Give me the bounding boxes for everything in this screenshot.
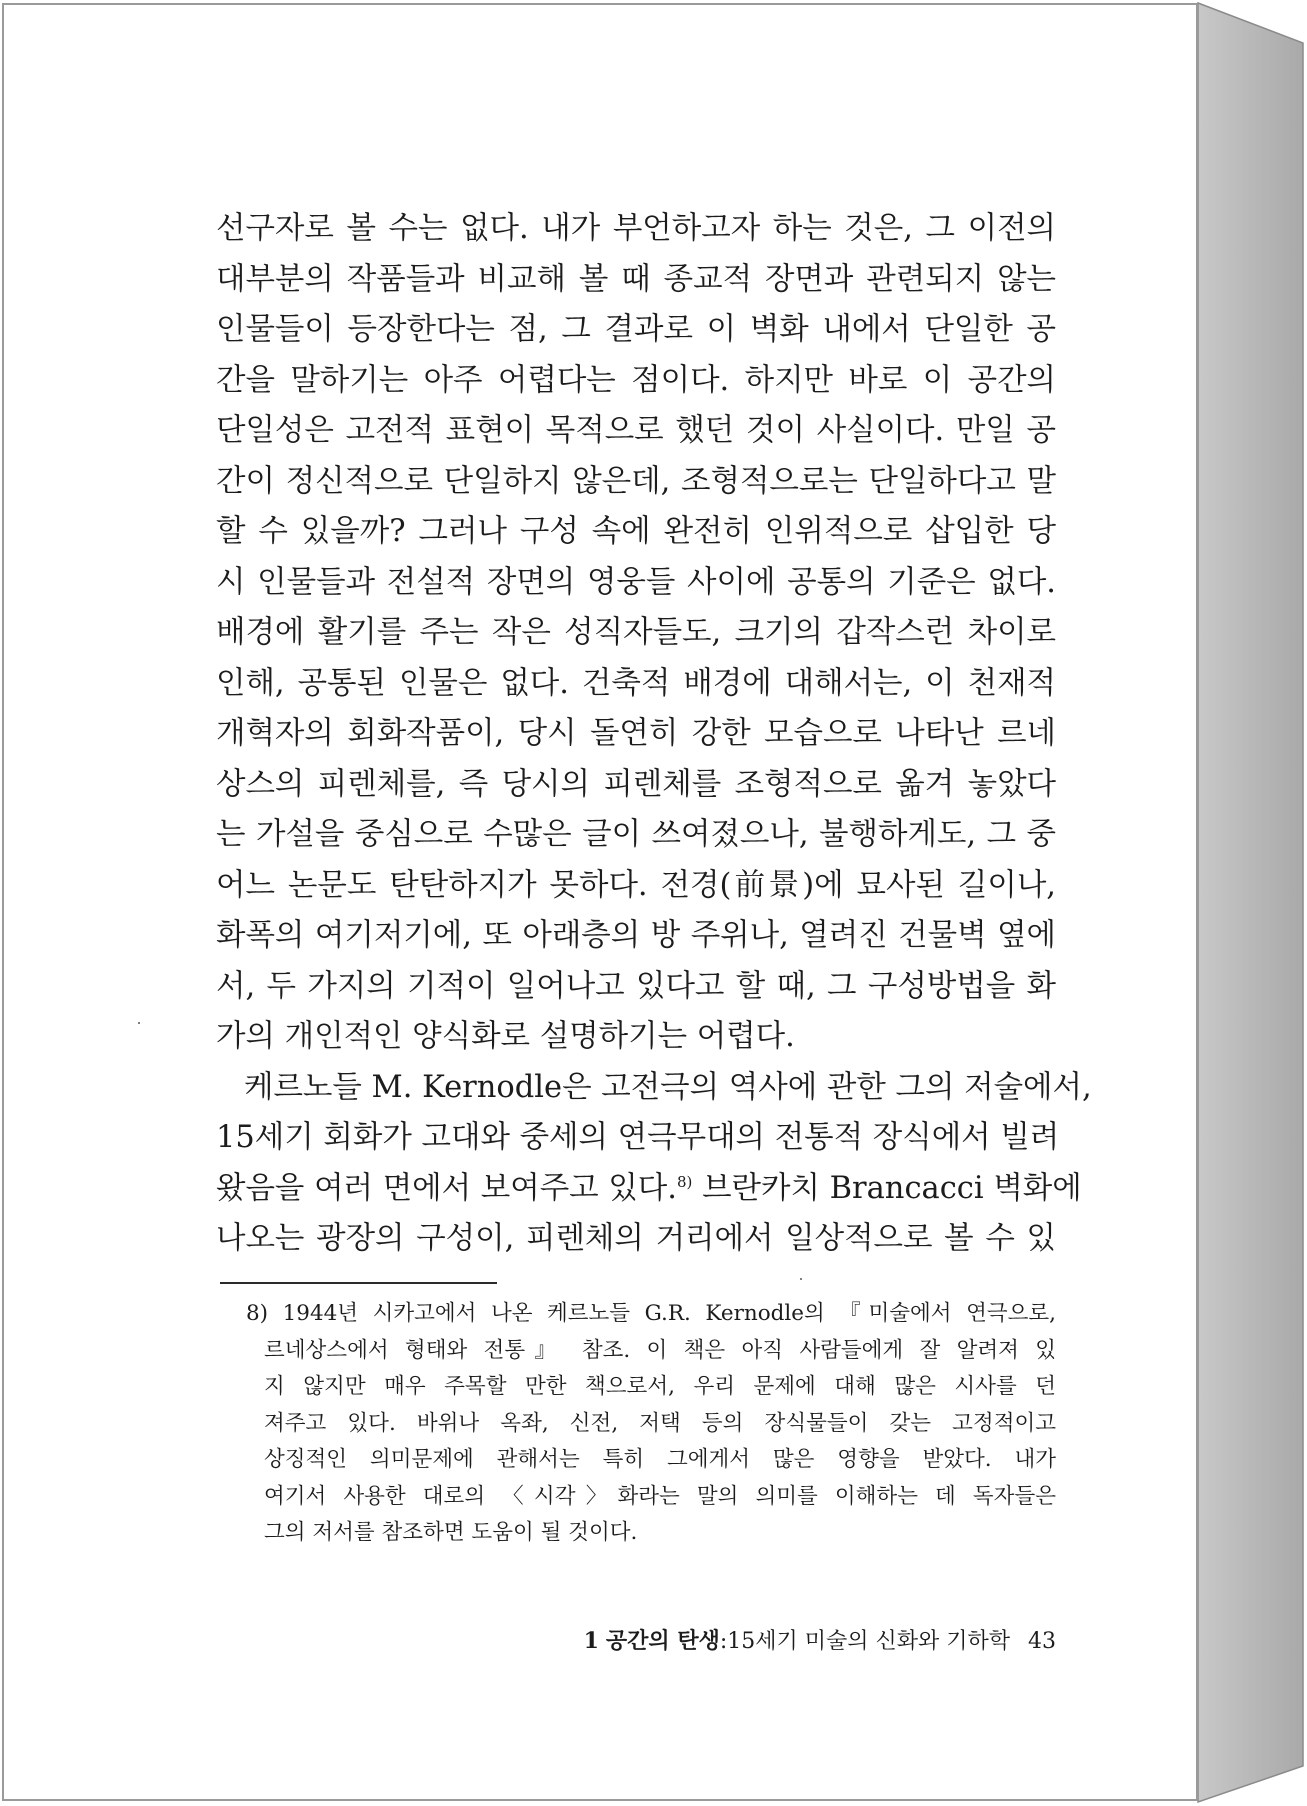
footnote-line: 상징적인 의미문제에 관해서는 특히 그에게서 많은 영향을 받았다. 내가 bbox=[264, 1447, 1056, 1472]
body-line: 대부분의 작품들과 비교해 볼 때 종교적 장면과 관련되지 않는 bbox=[216, 261, 1056, 297]
body-line: 할 수 있을까? 그러나 구성 속에 완전히 인위적으로 삽입한 당 bbox=[216, 514, 1056, 549]
body-line: 인물들이 등장한다는 점, 그 결과로 이 벽화 내에서 단일한 공 bbox=[216, 312, 1056, 347]
body-line-with-footnote-ref bbox=[216, 1164, 1082, 1215]
body-line: 간이 정신적으로 단일하지 않은데, 조형적으로는 단일하다고 말 bbox=[216, 463, 1056, 499]
body-line: 배경에 활기를 주는 작은 성직자들도, 크기의 갑작스런 차이로 bbox=[216, 615, 1056, 650]
body-line: 선구자로 볼 수는 없다. 내가 부언하고자 하는 것은, 그 이전의 bbox=[216, 211, 1056, 246]
footer-separator: : bbox=[719, 1629, 728, 1654]
footnote-line: 그의 저서를 참조하면 도움이 될 것이다. bbox=[264, 1520, 638, 1545]
footnote-line: 지 않지만 매우 주목할 만한 책으로서, 우리 문제에 대해 많은 시사를 던 bbox=[264, 1374, 1056, 1399]
body-line: 15세기 회화가 고대와 중세의 연극무대의 전통적 장식에서 빌려 bbox=[216, 1120, 1060, 1155]
body-text bbox=[216, 204, 1092, 1265]
body-line: 어느 논문도 탄탄하지가 못하다. 전경(前景)에 묘사된 길이나, bbox=[216, 867, 1056, 903]
chapter-number: 1 bbox=[583, 1628, 599, 1654]
running-footer bbox=[500, 1624, 1056, 1655]
body-line: 개혁자의 회화작품이, 당시 돌연히 강한 모습으로 나타난 르네 bbox=[216, 716, 1056, 751]
body-line-segment: 브란카치 Brancacci 벽화에 bbox=[702, 1170, 1082, 1206]
footnote-line: 8) 1944년 시카고에서 나온 케르노들 G.R. Kernodle의 『미술에서 연극으로, bbox=[246, 1301, 1056, 1326]
body-line: 시 인물들과 전설적 장면의 영웅들 사이에 공통의 기준은 없다. bbox=[216, 564, 1056, 600]
footnote-line: 르네상스에서 형태와 전통』 참조. 이 책은 아직 사람들에게 잘 알려져 있 bbox=[264, 1337, 1056, 1363]
paragraph-start-line: 케르노들 M. Kernodle은 고전극의 역사에 관한 그의 저술에서, bbox=[244, 1069, 1092, 1105]
body-line: 간을 말하기는 아주 어렵다는 점이다. 하지만 바로 이 공간의 bbox=[216, 362, 1056, 398]
scan-speck bbox=[138, 1022, 140, 1024]
footnote-line: 져주고 있다. 바위나 옥좌, 신전, 저택 등의 장식물들이 갖는 고정적이고 bbox=[264, 1410, 1056, 1436]
footnote-block bbox=[246, 1296, 1056, 1552]
body-line: 서, 두 가지의 기적이 일어나고 있다고 할 때, 그 구성방법을 화 bbox=[216, 968, 1056, 1004]
paragraph-end-line: 가의 개인적인 양식화로 설명하기는 어렵다. bbox=[216, 1019, 795, 1054]
footnote-divider bbox=[220, 1282, 497, 1284]
body-line: 인해, 공통된 인물은 없다. 건축적 배경에 대해서는, 이 천재적 bbox=[216, 665, 1056, 701]
body-line: 화폭의 여기저기에, 또 아래층의 방 주위나, 열려진 건물벽 옆에 bbox=[216, 918, 1056, 953]
footnote-reference[interactable]: 8) bbox=[676, 1172, 693, 1191]
body-line: 는 가설을 중심으로 수많은 글이 쓰여졌으나, 불행하게도, 그 중 bbox=[216, 817, 1056, 852]
chapter-subtitle: 15세기 미술의 신화와 기하학 bbox=[727, 1629, 1010, 1654]
body-line: 단일성은 고전적 표현이 목적으로 했던 것이 사실이다. 만일 공 bbox=[216, 413, 1056, 448]
scan-speck bbox=[800, 1278, 802, 1280]
body-line: 나오는 광장의 구성이, 피렌체의 거리에서 일상적으로 볼 수 있 bbox=[216, 1221, 1056, 1256]
page-number: 43 bbox=[1028, 1629, 1056, 1654]
chapter-title: 공간의 탄생 bbox=[605, 1628, 720, 1654]
body-line: 상스의 피렌체를, 즉 당시의 피렌체를 조형적으로 옮겨 놓았다 bbox=[216, 766, 1056, 802]
body-line-segment: 왔음을 여러 면에서 보여주고 있다. bbox=[216, 1170, 677, 1206]
footnote-line: 여기서 사용한 대로의 〈시각〉화라는 말의 의미를 이해하는 데 독자들은 bbox=[264, 1483, 1056, 1509]
